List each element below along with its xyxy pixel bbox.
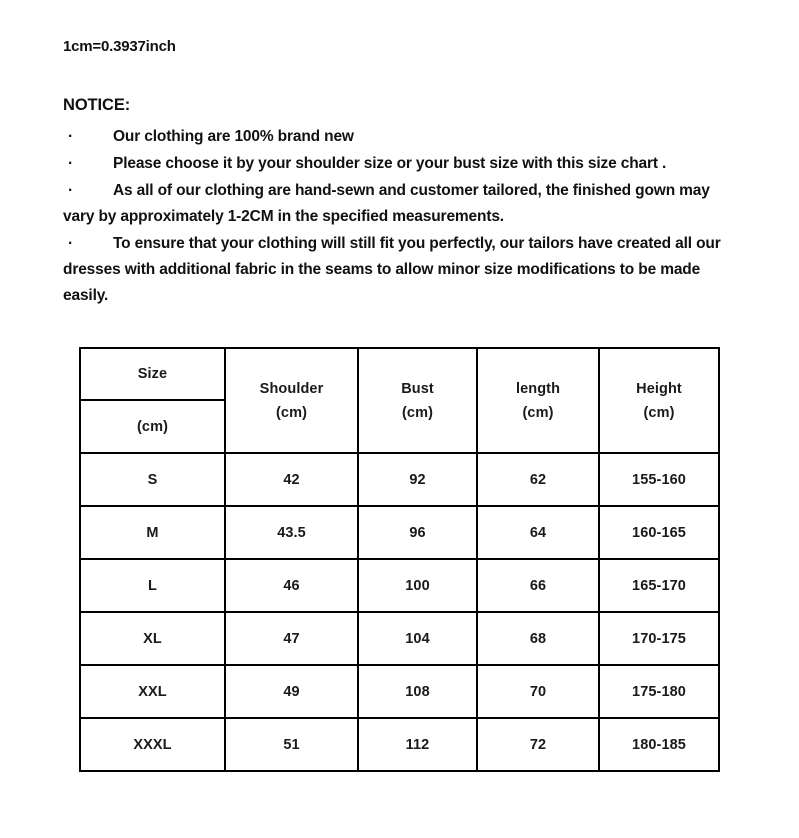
cell-size: M xyxy=(80,506,225,559)
header-cell-bust xyxy=(358,348,477,453)
bullet-dot-icon: · xyxy=(68,235,74,252)
cell-height: 165-170 xyxy=(599,559,719,612)
cell-length: 62 xyxy=(477,453,599,506)
size-chart-table xyxy=(79,347,720,772)
table-row xyxy=(80,665,719,718)
cell-shoulder: 49 xyxy=(225,665,358,718)
table-row xyxy=(80,612,719,665)
cell-shoulder: 47 xyxy=(225,612,358,665)
header-shoulder-unit: (cm) xyxy=(275,404,307,421)
notice-item xyxy=(63,151,735,177)
bullet-dot-icon: · xyxy=(68,182,74,199)
cell-size: S xyxy=(80,453,225,506)
cell-size: XXL xyxy=(80,665,225,718)
cell-size: XXXL xyxy=(80,718,225,771)
header-height-name: Height xyxy=(636,380,682,397)
header-cell-height xyxy=(599,348,719,453)
cell-bust: 92 xyxy=(358,453,477,506)
table-row xyxy=(80,718,719,771)
cell-length: 70 xyxy=(477,665,599,718)
notice-item xyxy=(63,124,735,150)
table-row xyxy=(80,453,719,506)
cell-height: 175-180 xyxy=(599,665,719,718)
table-header-row-1 xyxy=(80,348,719,400)
bullet-dot-icon: · xyxy=(68,128,74,145)
header-bust-unit: (cm) xyxy=(401,404,433,421)
cell-size: XL xyxy=(80,612,225,665)
cell-bust: 104 xyxy=(358,612,477,665)
cell-bust: 100 xyxy=(358,559,477,612)
header-cell-size-unit: (cm) xyxy=(80,400,225,453)
cell-height: 170-175 xyxy=(599,612,719,665)
header-shoulder-name: Shoulder xyxy=(259,380,324,397)
notice-item xyxy=(63,231,735,309)
cell-bust: 112 xyxy=(358,718,477,771)
notice-item-text: As all of our clothing are hand-sewn and customer tailored, the finished gown may vary by approximately 1-2CM in the specified measurements. xyxy=(63,182,710,225)
header-bust-name: Bust xyxy=(401,380,434,397)
notice-item-text: Please choose it by your shoulder size or your bust size with this size chart . xyxy=(113,155,667,172)
header-cell-length xyxy=(477,348,599,453)
cell-bust: 96 xyxy=(358,506,477,559)
cell-height: 155-160 xyxy=(599,453,719,506)
cell-shoulder: 46 xyxy=(225,559,358,612)
cell-length: 66 xyxy=(477,559,599,612)
notice-item xyxy=(63,178,735,230)
cell-length: 64 xyxy=(477,506,599,559)
cell-height: 180-185 xyxy=(599,718,719,771)
size-chart-table-container xyxy=(79,347,720,772)
header-length-name: length xyxy=(515,380,561,397)
cell-height: 160-165 xyxy=(599,506,719,559)
cell-shoulder: 43.5 xyxy=(225,506,358,559)
notice-heading: NOTICE: xyxy=(63,96,131,114)
header-height-unit: (cm) xyxy=(643,404,675,421)
table-row xyxy=(80,559,719,612)
cell-length: 68 xyxy=(477,612,599,665)
header-cell-size-label: Size xyxy=(80,348,225,400)
cell-length: 72 xyxy=(477,718,599,771)
header-cell-shoulder xyxy=(225,348,358,453)
notice-item-text: Our clothing are 100% brand new xyxy=(113,128,354,145)
cell-shoulder: 51 xyxy=(225,718,358,771)
cm-to-inch-conversion-note: 1cm=0.3937inch xyxy=(63,38,176,55)
cell-bust: 108 xyxy=(358,665,477,718)
header-length-unit: (cm) xyxy=(522,404,554,421)
bullet-dot-icon: · xyxy=(68,155,74,172)
notice-item-text: To ensure that your clothing will still fit you perfectly, our tailors have created all our dresses with additional fabric in the seams to allow minor size modifications to be made easily. xyxy=(63,235,721,304)
cell-shoulder: 42 xyxy=(225,453,358,506)
cell-size: L xyxy=(80,559,225,612)
notice-section xyxy=(63,96,735,310)
table-row xyxy=(80,506,719,559)
